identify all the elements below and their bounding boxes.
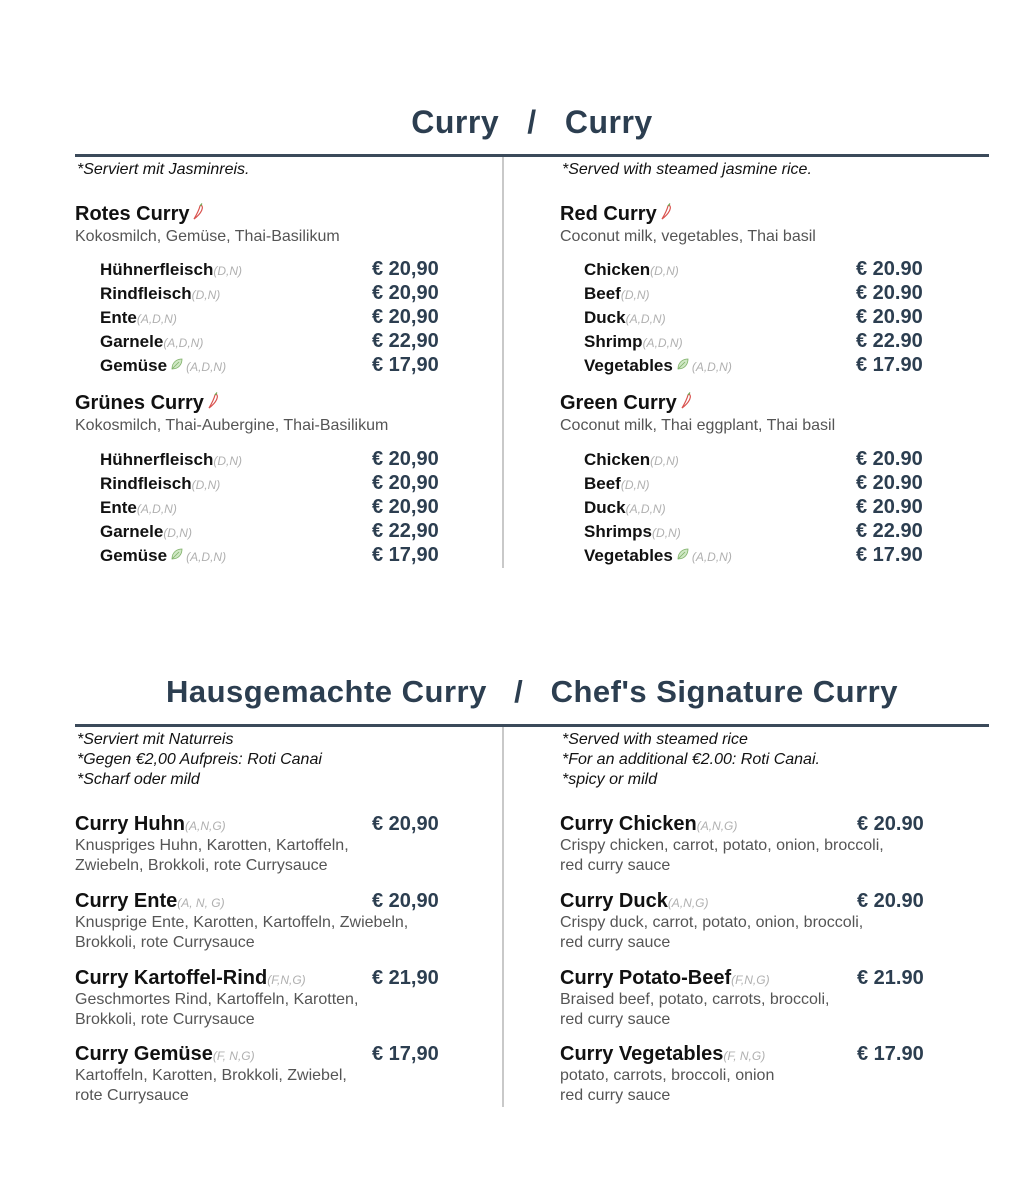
menu-row — [100, 332, 445, 356]
allergen-code: (A,D,N) — [136, 312, 177, 326]
item-desc: Crispy duck, carrot, potato, onion, broccoli, red curry sauce — [560, 914, 864, 951]
allergen-code: (F, N,G) — [723, 1049, 766, 1063]
allergen-code: (A,N,G) — [696, 819, 738, 833]
curry-left-column — [75, 100, 495, 570]
item-price: € 20,90 — [372, 258, 439, 280]
item-name: Ente(A,D,N) — [100, 308, 177, 327]
vegetarian-leaf-icon — [170, 356, 184, 376]
item-desc: Geschmortes Rind, Kartoffeln, Karotten, Brokkoli, rote Currysauce — [75, 991, 359, 1028]
curry-note-de: *Serviert mit Jasminreis. — [77, 161, 250, 178]
vegetarian-leaf-icon — [676, 356, 690, 376]
menu-row — [584, 356, 929, 380]
curry-section-title: Curry / Curry — [411, 104, 653, 140]
item-price: € 20.90 — [856, 258, 923, 280]
chili-icon — [206, 392, 220, 416]
item-price: € 20,90 — [372, 472, 439, 494]
allergen-code: (D,N) — [650, 454, 679, 468]
item-desc: Knuspriges Huhn, Karotten, Kartoffeln, Zwiebeln, Brokkoli, rote Currysauce — [75, 837, 349, 874]
menu-row — [584, 260, 929, 284]
item-price: € 20,90 — [372, 890, 439, 912]
menu-row — [100, 450, 445, 474]
allergen-code: (D,N) — [191, 478, 221, 492]
menu-row — [584, 522, 929, 546]
item-name: Curry Kartoffel-Rind(F,N,G) — [75, 967, 306, 989]
menu-row — [100, 498, 445, 522]
dish-title-text: Red Curry — [560, 203, 657, 225]
allergen-code: (A,D,N) — [625, 502, 666, 516]
item-desc: potato, carrots, broccoli, onion red curry sauce — [560, 1067, 775, 1104]
menu-row — [100, 356, 445, 380]
curry-section — [75, 100, 989, 570]
allergen-code: (A,N,G) — [185, 819, 226, 833]
item-price: € 22.90 — [856, 330, 923, 352]
dish-title-text: Rotes Curry — [75, 203, 190, 225]
menu-row — [100, 284, 445, 308]
item-price: € 17,90 — [372, 544, 439, 566]
note-line: *Served with steamed rice — [562, 731, 748, 748]
item-name: Curry Huhn(A,N,G) — [75, 813, 226, 835]
menu-row — [584, 284, 929, 308]
item-price: € 20,90 — [372, 306, 439, 328]
dish-title-red-curry — [560, 203, 673, 227]
allergen-code: (D,N) — [650, 264, 679, 278]
menu-row — [100, 546, 445, 570]
item-name: Garnele(D,N) — [100, 522, 192, 541]
allergen-code: (D,N) — [191, 288, 221, 302]
allergen-code: (D,N) — [652, 526, 681, 540]
menu-row — [100, 308, 445, 332]
item-desc: Braised beef, potato, carrots, broccoli, red curry sauce — [560, 991, 830, 1028]
allergen-code: (A,D,N) — [691, 360, 732, 374]
menu-row — [100, 522, 445, 546]
item-name: Gemüse (A,D,N) — [100, 356, 227, 375]
signature-column-divider — [502, 727, 504, 1107]
item-name: Beef(D,N) — [584, 284, 650, 303]
item-price: € 20,90 — [372, 813, 439, 835]
item-price: € 20.90 — [856, 448, 923, 470]
signature-left-column — [75, 670, 495, 1110]
allergen-code: (D,N) — [213, 264, 243, 278]
allergen-code: (A,D,N) — [642, 336, 683, 350]
item-price: € 22.90 — [856, 520, 923, 542]
item-desc: Kartoffeln, Karotten, Brokkoli, Zwiebel, rote Currysauce — [75, 1067, 347, 1104]
menu-row — [584, 474, 929, 498]
item-name: Gemüse (A,D,N) — [100, 546, 227, 565]
item-name: Garnele(A,D,N) — [100, 332, 204, 351]
allergen-code: (D,N) — [213, 454, 243, 468]
item-price: € 17,90 — [372, 1043, 439, 1065]
item-price: € 20.90 — [857, 890, 924, 912]
signature-right-column — [560, 670, 980, 1110]
item-name: Beef(D,N) — [584, 474, 650, 493]
dish-desc-red-curry: Coconut milk, vegetables, Thai basil — [560, 228, 816, 245]
allergen-code: (A, N, G) — [177, 896, 225, 910]
item-name: Hühnerfleisch(D,N) — [100, 450, 243, 469]
item-name: Curry Chicken(A,N,G) — [560, 813, 738, 835]
signature-notes-en — [562, 730, 820, 790]
item-price: € 17.90 — [856, 354, 923, 376]
allergen-code: (A,D,N) — [136, 502, 177, 516]
allergen-code: (F,N,G) — [267, 973, 306, 987]
dish-title-text: Green Curry — [560, 392, 677, 414]
dish-title-gruenes-curry — [75, 392, 220, 416]
item-price: € 21,90 — [372, 967, 439, 989]
item-name: Hühnerfleisch(D,N) — [100, 260, 243, 279]
chili-icon — [191, 203, 205, 227]
item-price: € 20,90 — [372, 448, 439, 470]
allergen-code: (A,D,N) — [186, 550, 227, 564]
item-name: Ente(A,D,N) — [100, 498, 177, 517]
signature-notes-de — [77, 730, 322, 790]
item-price: € 20.90 — [857, 813, 924, 835]
dish-desc-rotes-curry: Kokosmilch, Gemüse, Thai-Basilikum — [75, 228, 340, 245]
item-name: Duck(A,D,N) — [584, 308, 666, 327]
item-name: Vegetables (A,D,N) — [584, 356, 732, 375]
allergen-code: (D,N) — [620, 478, 650, 492]
menu-row — [100, 474, 445, 498]
vegetarian-leaf-icon — [676, 546, 690, 566]
menu-row — [584, 498, 929, 522]
item-desc: Knusprige Ente, Karotten, Kartoffeln, Zwiebeln, Brokkoli, rote Currysauce — [75, 914, 409, 951]
item-price: € 20.90 — [856, 282, 923, 304]
item-price: € 17.90 — [857, 1043, 924, 1065]
item-name: Vegetables (A,D,N) — [584, 546, 732, 565]
item-price: € 20.90 — [856, 496, 923, 518]
item-price: € 20.90 — [856, 306, 923, 328]
allergen-code: (A,D,N) — [691, 550, 732, 564]
item-price: € 22,90 — [372, 520, 439, 542]
dish-title-green-curry — [560, 392, 693, 416]
item-name: Shrimps(D,N) — [584, 522, 681, 541]
allergen-code: (F,N,G) — [731, 973, 770, 987]
chili-icon — [679, 392, 693, 416]
dish-title-rotes-curry — [75, 203, 205, 227]
dish-desc-gruenes-curry: Kokosmilch, Thai-Aubergine, Thai-Basilikum — [75, 417, 389, 434]
menu-row — [100, 260, 445, 284]
item-name: Rindfleisch(D,N) — [100, 474, 221, 493]
item-price: € 20,90 — [372, 282, 439, 304]
item-name: Chicken(D,N) — [584, 450, 679, 469]
signature-section-title: Hausgemachte Curry / Chef's Signature Curry — [165, 674, 898, 709]
item-price: € 17.90 — [856, 544, 923, 566]
allergen-code: (D,N) — [163, 526, 192, 540]
note-line: *spicy or mild — [562, 771, 658, 788]
menu-row — [584, 308, 929, 332]
item-name: Curry Gemüse(F, N,G) — [75, 1043, 255, 1065]
menu-row — [584, 332, 929, 356]
item-name: Chicken(D,N) — [584, 260, 679, 279]
item-price: € 17,90 — [372, 354, 439, 376]
allergen-code: (A,D,N) — [625, 312, 666, 326]
allergen-code: (F, N,G) — [212, 1049, 255, 1063]
chili-icon — [659, 203, 673, 227]
curry-right-column — [560, 100, 980, 570]
allergen-code: (A,N,G) — [667, 896, 709, 910]
vegetarian-leaf-icon — [170, 546, 184, 566]
item-price: € 20,90 — [372, 496, 439, 518]
dish-desc-green-curry: Coconut milk, Thai eggplant, Thai basil — [560, 417, 836, 434]
item-desc: Crispy chicken, carrot, potato, onion, broccoli, red curry sauce — [560, 837, 884, 874]
item-price: € 22,90 — [372, 330, 439, 352]
item-name: Curry Ente(A, N, G) — [75, 890, 225, 912]
item-name: Curry Potato-Beef(F,N,G) — [560, 967, 770, 989]
curry-column-divider — [502, 157, 504, 568]
item-name: Curry Duck(A,N,G) — [560, 890, 709, 912]
note-line: *Gegen €2,00 Aufpreis: Roti Canai — [77, 751, 322, 768]
item-name: Shrimp(A,D,N) — [584, 332, 683, 351]
allergen-code: (A,D,N) — [163, 336, 204, 350]
note-line: *Scharf oder mild — [77, 771, 200, 788]
allergen-code: (D,N) — [620, 288, 650, 302]
menu-row — [584, 450, 929, 474]
item-name: Rindfleisch(D,N) — [100, 284, 221, 303]
signature-curry-section — [75, 670, 989, 1110]
item-price: € 21.90 — [857, 967, 924, 989]
item-price: € 20.90 — [856, 472, 923, 494]
item-name: Duck(A,D,N) — [584, 498, 666, 517]
curry-note-en: *Served with steamed jasmine rice. — [562, 161, 812, 178]
note-line: *Serviert mit Naturreis — [77, 731, 234, 748]
dish-title-text: Grünes Curry — [75, 392, 204, 414]
menu-row — [584, 546, 929, 570]
note-line: *For an additional €2.00: Roti Canai. — [562, 751, 820, 768]
item-name: Curry Vegetables(F, N,G) — [560, 1043, 766, 1065]
allergen-code: (A,D,N) — [186, 360, 227, 374]
